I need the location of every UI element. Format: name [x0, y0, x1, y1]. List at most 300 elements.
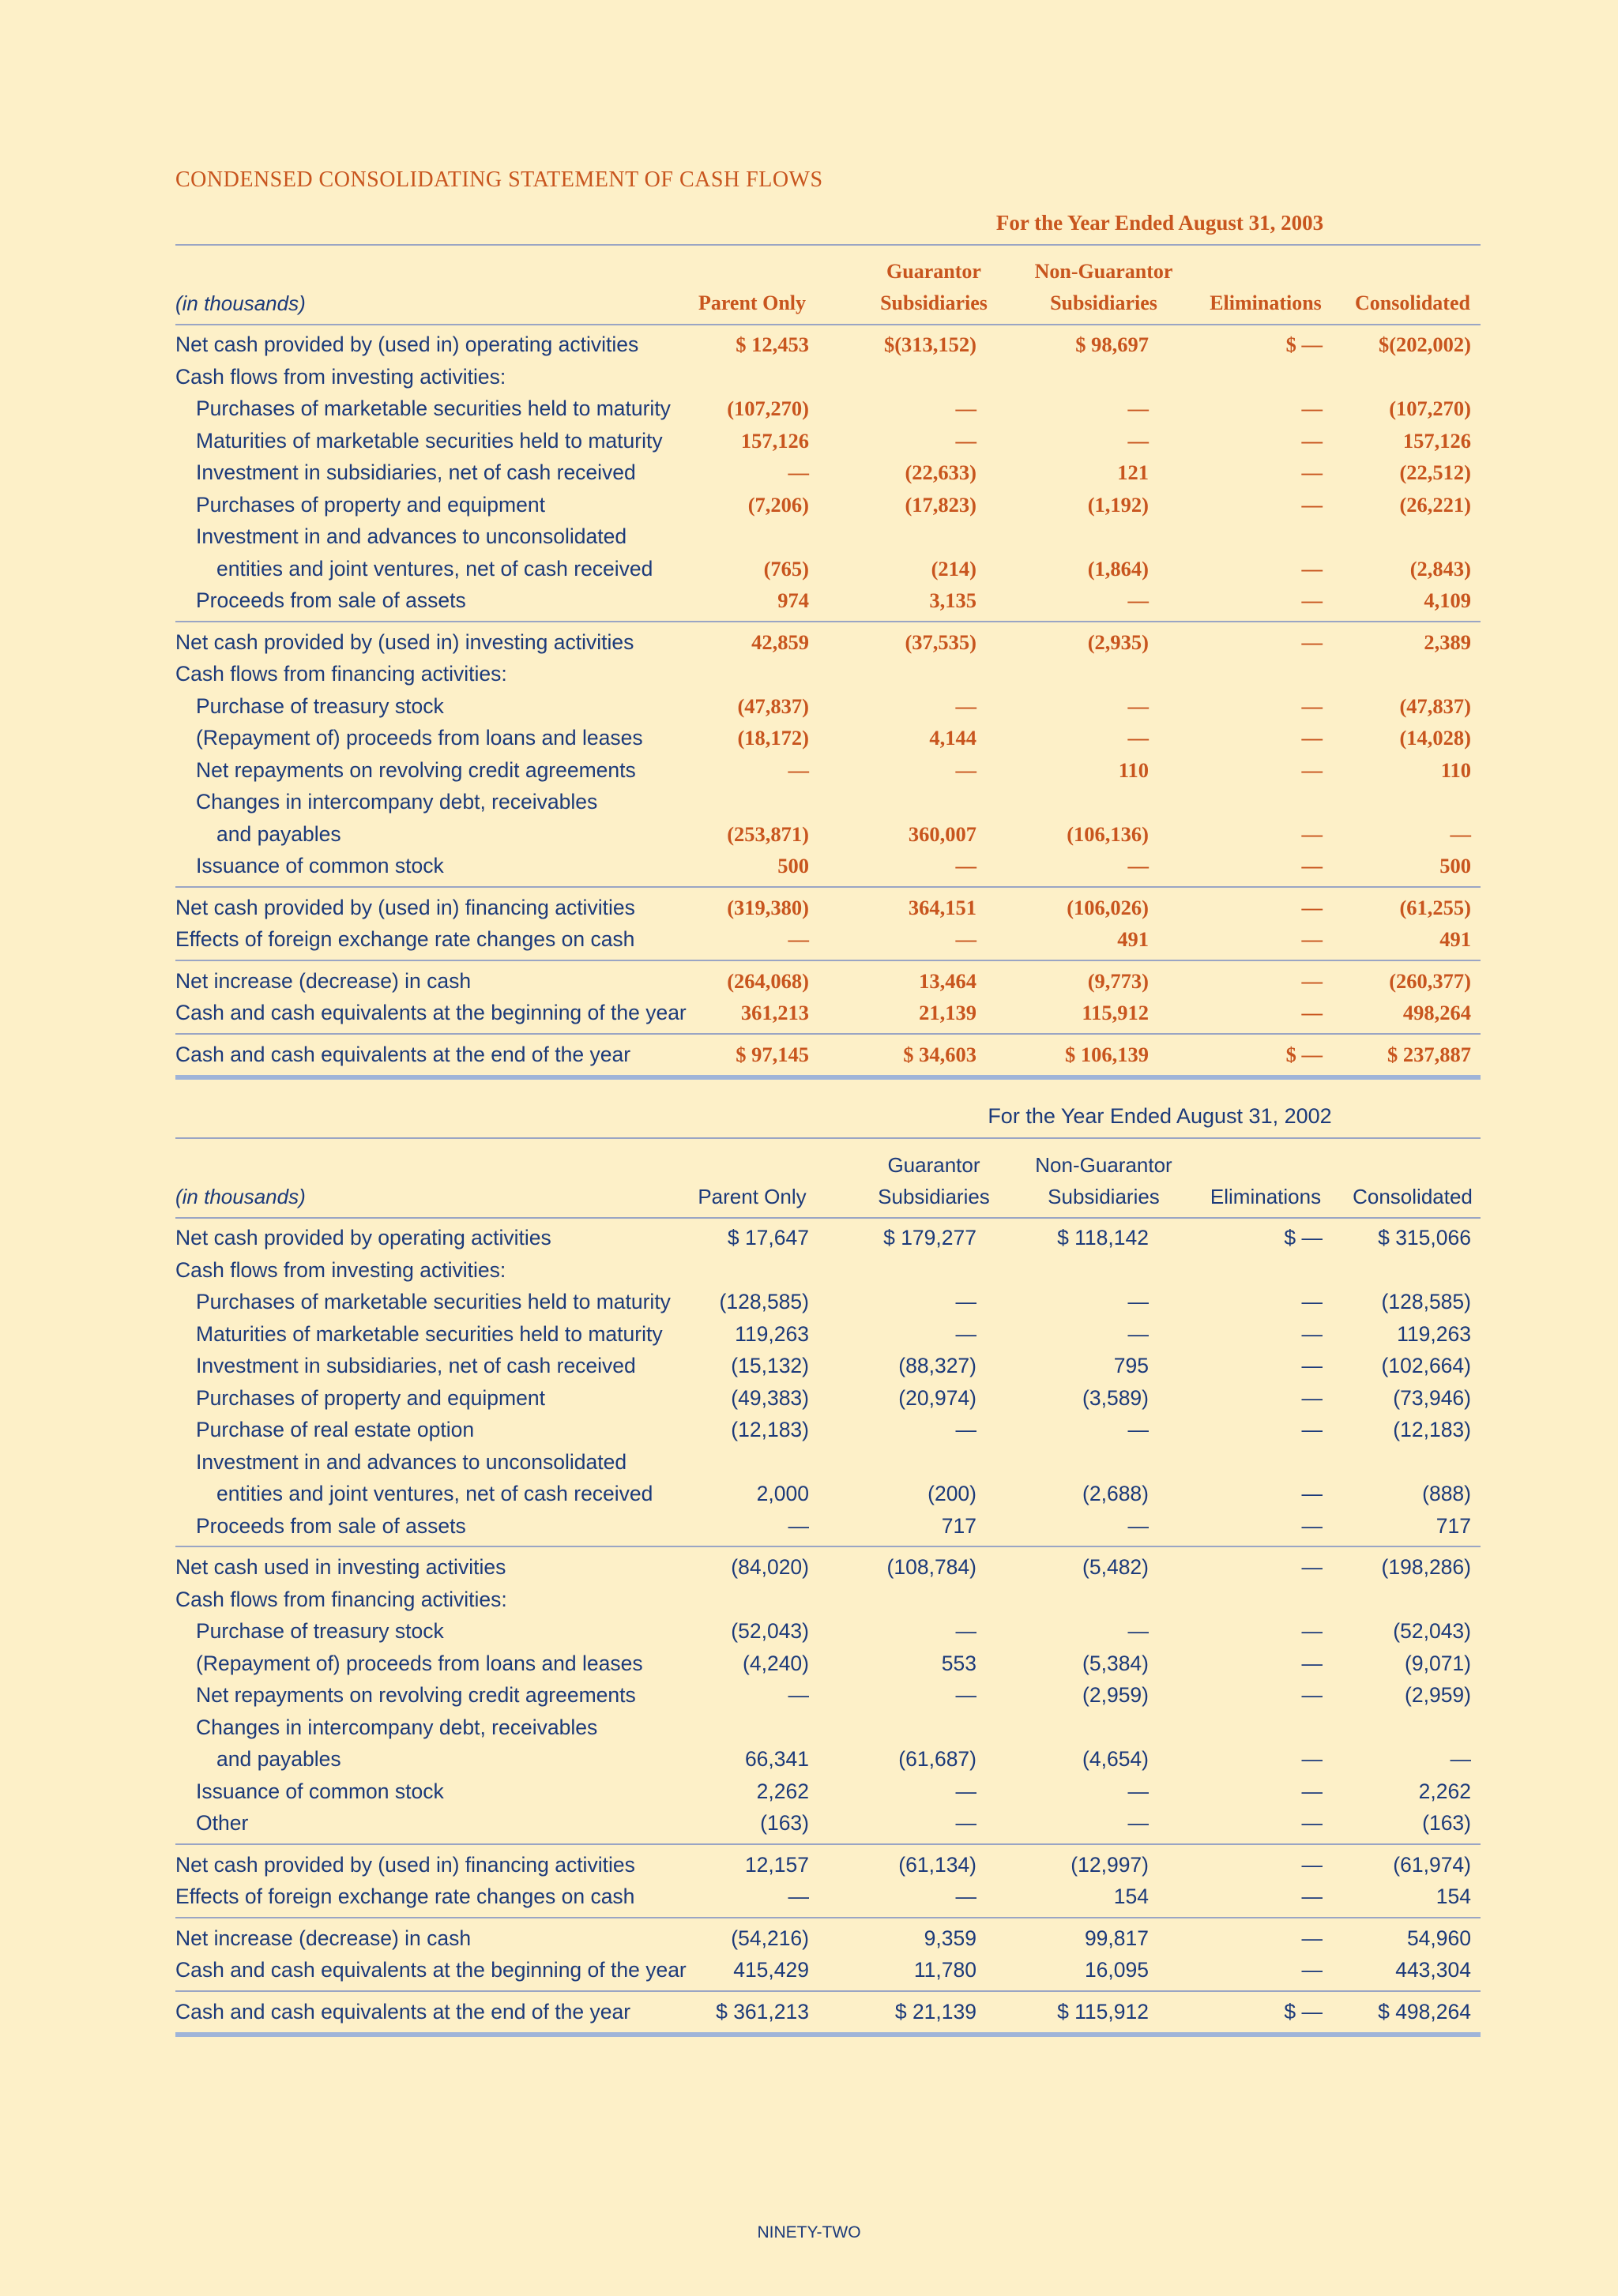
cell-parent-only: (128,585): [719, 1290, 809, 1313]
units-label: (in thousands): [175, 291, 306, 315]
cell-parent-only: 119,263: [735, 1321, 809, 1346]
cell-non-guarantor: (2,688): [1082, 1482, 1149, 1505]
cell-non-guarantor: (106,026): [1067, 895, 1149, 919]
header-consolidated: Consolidated: [1353, 1185, 1473, 1208]
cell-consolidated: (128,585): [1381, 1290, 1471, 1313]
section-rule: [175, 960, 1481, 961]
header-nonguarantor-2: Subsidiaries: [1050, 291, 1157, 314]
table-row: [175, 1318, 1481, 1351]
cell-non-guarantor: (4,654): [1082, 1747, 1149, 1771]
header-nonguarantor-1: Non-Guarantor: [1035, 1153, 1172, 1177]
row-label: Maturities of marketable securities held to maturity: [196, 428, 663, 453]
row-label: Purchase of real estate option: [196, 1418, 475, 1441]
table-row: [175, 626, 1481, 659]
cell-non-guarantor: —: [1127, 1290, 1149, 1313]
cell-non-guarantor: 16,095: [1084, 1958, 1149, 1982]
row-label: Purchase of treasury stock: [196, 693, 444, 718]
section-rule: [175, 886, 1481, 888]
page-footer: NINETY-TWO: [757, 2223, 861, 2242]
cell-non-guarantor: —: [1127, 396, 1149, 420]
table-row: [175, 892, 1481, 924]
cell-guarantor: —: [955, 757, 976, 782]
cell-eliminations: [1165, 658, 1323, 690]
table-row: [175, 1712, 1481, 1744]
header-nonguarantor-1: Non-Guarantor: [1034, 260, 1173, 283]
cell-consolidated: [1313, 786, 1471, 818]
cell-parent-only: [619, 786, 809, 818]
cell-non-guarantor: $ 118,142: [1057, 1226, 1149, 1249]
row-label: Investment in and advances to unconsolidated: [196, 1449, 627, 1474]
cell-parent-only: [619, 1254, 809, 1287]
header-guarantor-2: Subsidiaries: [880, 291, 988, 314]
table-row: [175, 850, 1481, 882]
row-label: Net cash provided by (used in) financing activities: [175, 1852, 635, 1877]
table-row: [175, 1286, 1481, 1318]
cell-guarantor: —: [955, 1683, 976, 1707]
cell-non-guarantor: [991, 786, 1149, 818]
table-row: [175, 553, 1481, 585]
cell-consolidated: (26,221): [1399, 492, 1471, 517]
cell-eliminations: —: [1301, 396, 1323, 420]
cell-guarantor: —: [955, 1290, 976, 1313]
row-label: Other: [196, 1811, 249, 1835]
row-label: Investment in subsidiaries, net of cash received: [196, 460, 636, 484]
cell-parent-only: —: [788, 1683, 809, 1707]
cell-guarantor: (88,327): [898, 1354, 976, 1377]
table-row: [175, 1743, 1481, 1776]
cell-eliminations: —: [1301, 1811, 1323, 1835]
cell-parent-only: [619, 520, 809, 553]
cell-guarantor: (61,134): [898, 1852, 976, 1877]
cell-eliminations: [1165, 786, 1323, 818]
header-rule: [175, 324, 1481, 325]
cell-non-guarantor: —: [1127, 693, 1149, 718]
row-label: Issuance of common stock: [196, 1779, 444, 1803]
section-rule: [175, 1546, 1481, 1547]
cell-consolidated: 154: [1436, 1885, 1471, 1908]
cell-eliminations: —: [1301, 1555, 1323, 1579]
cell-guarantor: (20,974): [898, 1385, 976, 1410]
row-label: Purchases of property and equipment: [196, 492, 545, 517]
row-label: Purchases of property and equipment: [196, 1385, 545, 1410]
cell-guarantor: —: [955, 1811, 976, 1835]
cell-guarantor: (37,535): [905, 629, 976, 654]
cell-non-guarantor: —: [1127, 1418, 1149, 1441]
cell-non-guarantor: (2,959): [1082, 1683, 1149, 1707]
row-label: Net cash provided by (used in) operating activities: [175, 333, 639, 356]
row-label: Net cash provided by operating activities: [175, 1226, 551, 1249]
table-row: [175, 1679, 1481, 1712]
cell-consolidated: (73,946): [1393, 1385, 1471, 1410]
cell-non-guarantor: —: [1127, 1321, 1149, 1346]
cell-parent-only: [619, 658, 809, 690]
cell-non-guarantor: —: [1127, 726, 1149, 750]
cell-parent-only: [619, 1712, 809, 1744]
cell-eliminations: —: [1301, 1385, 1323, 1410]
header-eliminations: Eliminations: [1210, 1185, 1322, 1208]
table-row: [175, 361, 1481, 393]
column-headers: [175, 251, 1481, 322]
row-label: Purchases of marketable securities held to maturity: [196, 396, 671, 420]
table-row: [175, 1510, 1481, 1543]
table-row: [175, 754, 1481, 787]
cell-non-guarantor: 154: [1113, 1885, 1149, 1908]
cell-non-guarantor: (2,935): [1087, 629, 1149, 654]
cell-eliminations: —: [1301, 1001, 1323, 1024]
cell-guarantor: —: [955, 1418, 976, 1441]
cell-parent-only: (264,068): [727, 968, 809, 993]
cell-consolidated: 2,389: [1424, 629, 1471, 654]
row-label: Proceeds from sale of assets: [196, 1513, 466, 1538]
cell-eliminations: —: [1301, 726, 1323, 750]
cell-guarantor: (108,784): [886, 1555, 976, 1579]
total-double-rule: [175, 1075, 1481, 1080]
section-rule: [175, 1990, 1481, 1992]
table-row: [175, 997, 1481, 1029]
table-row: [175, 1881, 1481, 1913]
row-label: Net repayments on revolving credit agreements: [196, 1683, 636, 1707]
table-row: [175, 1615, 1481, 1648]
row-label: Net increase (decrease) in cash: [175, 968, 472, 993]
cell-consolidated: 157,126: [1402, 428, 1471, 453]
cell-consolidated: (888): [1422, 1482, 1471, 1505]
cell-guarantor: —: [955, 927, 976, 951]
cell-eliminations: —: [1301, 629, 1323, 654]
cell-non-guarantor: [991, 1254, 1149, 1287]
header-eliminations: Eliminations: [1210, 291, 1322, 314]
section-rule: [175, 1843, 1481, 1845]
cell-parent-only: (15,132): [731, 1354, 809, 1377]
table-body: [175, 329, 1481, 1080]
row-label: Cash and cash equivalents at the end of the year: [175, 1042, 631, 1066]
cell-parent-only: —: [788, 757, 809, 782]
period-heading: For the Year Ended August 31, 2003: [995, 211, 1324, 235]
cell-consolidated: $(202,002): [1378, 333, 1471, 356]
cell-consolidated: (61,974): [1393, 1852, 1471, 1877]
table-row: [175, 1478, 1481, 1510]
cell-guarantor: —: [955, 1779, 976, 1803]
cell-guarantor: 11,780: [913, 1958, 976, 1982]
cell-eliminations: —: [1301, 1885, 1323, 1908]
cell-eliminations: —: [1301, 588, 1323, 612]
header-rule: [175, 1217, 1481, 1219]
table-row: [175, 1039, 1481, 1071]
header-nonguarantor-2: Subsidiaries: [1048, 1185, 1160, 1208]
cell-consolidated: —: [1450, 821, 1471, 846]
row-label: entities and joint ventures, net of cash received: [216, 1482, 653, 1505]
cell-non-guarantor: 121: [1117, 460, 1149, 484]
cell-guarantor: $ 179,277: [883, 1226, 976, 1249]
cell-eliminations: —: [1301, 1290, 1323, 1313]
cell-parent-only: 2,262: [756, 1779, 809, 1803]
cell-consolidated: (9,071): [1405, 1651, 1471, 1675]
row-label: Purchases of marketable securities held to maturity: [196, 1290, 671, 1313]
cell-guarantor: 13,464: [919, 968, 976, 993]
cell-consolidated: (102,664): [1381, 1354, 1471, 1377]
cell-guarantor: [818, 1584, 976, 1616]
table-row: [175, 965, 1481, 998]
table-row: [175, 1849, 1481, 1881]
cell-consolidated: (14,028): [1399, 726, 1471, 750]
row-label: Cash and cash equivalents at the beginning of the year: [175, 1001, 687, 1024]
cell-eliminations: —: [1301, 693, 1323, 718]
cell-guarantor: (22,633): [905, 460, 976, 484]
units-label: (in thousands): [175, 1185, 306, 1208]
cell-eliminations: —: [1301, 1779, 1323, 1803]
row-label: Effects of foreign exchange rate changes on cash: [175, 927, 635, 951]
table-row: [175, 923, 1481, 956]
cell-parent-only: (47,837): [737, 693, 809, 718]
cell-guarantor: 4,144: [929, 726, 976, 750]
cell-eliminations: —: [1301, 1321, 1323, 1346]
cell-guarantor: —: [955, 1619, 976, 1643]
table-row: [175, 1648, 1481, 1680]
cell-consolidated: [1313, 1254, 1471, 1287]
cell-parent-only: (107,270): [727, 396, 809, 420]
cell-parent-only: (12,183): [731, 1418, 809, 1441]
cell-non-guarantor: (3,589): [1082, 1385, 1149, 1410]
cell-non-guarantor: [991, 1712, 1149, 1744]
header-consolidated: Consolidated: [1355, 291, 1470, 314]
cell-guarantor: (214): [931, 556, 976, 581]
cell-eliminations: —: [1301, 1482, 1323, 1505]
row-label: Investment in and advances to unconsolidated: [196, 524, 627, 548]
table-row: [175, 1776, 1481, 1808]
row-label: Net cash used in investing activities: [175, 1555, 506, 1579]
cell-non-guarantor: (5,384): [1082, 1651, 1149, 1675]
cell-non-guarantor: —: [1127, 1779, 1149, 1803]
cell-consolidated: 491: [1439, 927, 1471, 951]
cell-guarantor: (17,823): [905, 492, 976, 517]
cell-eliminations: [1165, 1254, 1323, 1287]
cell-parent-only: —: [788, 1885, 809, 1908]
cell-non-guarantor: —: [1127, 1619, 1149, 1643]
cell-non-guarantor: [991, 520, 1149, 553]
cell-guarantor: $ 21,139: [894, 1999, 976, 2024]
table-row: [175, 1446, 1481, 1479]
cell-parent-only: $ 361,213: [716, 1999, 809, 2024]
cell-non-guarantor: —: [1127, 1811, 1149, 1835]
cell-parent-only: [619, 361, 809, 393]
cell-non-guarantor: $ 98,697: [1075, 333, 1149, 356]
cell-eliminations: —: [1301, 492, 1323, 517]
cell-non-guarantor: 110: [1118, 757, 1149, 782]
cell-eliminations: $ —: [1284, 1226, 1323, 1249]
row-label: Proceeds from sale of assets: [196, 588, 466, 612]
row-label: Changes in intercompany debt, receivables: [196, 790, 598, 814]
cell-parent-only: 12,157: [744, 1852, 809, 1877]
row-label: Net repayments on revolving credit agreements: [196, 757, 636, 782]
cell-guarantor: 9,359: [924, 1926, 976, 1950]
cell-non-guarantor: (106,136): [1067, 821, 1149, 846]
cell-eliminations: —: [1301, 1747, 1323, 1771]
row-label: and payables: [216, 821, 341, 846]
row-label: Effects of foreign exchange rate changes on cash: [175, 1885, 635, 1908]
cell-eliminations: —: [1301, 1651, 1323, 1675]
row-label: and payables: [216, 1747, 341, 1771]
table-row: [175, 1350, 1481, 1382]
cell-parent-only: (765): [763, 556, 809, 581]
cell-consolidated: 54,960: [1406, 1926, 1471, 1950]
cell-eliminations: [1165, 1446, 1323, 1479]
cell-non-guarantor: (12,997): [1071, 1852, 1149, 1877]
row-label: Changes in intercompany debt, receivables: [196, 1715, 598, 1739]
cell-consolidated: $ 237,887: [1387, 1042, 1471, 1066]
cell-parent-only: —: [788, 1513, 809, 1538]
cell-eliminations: —: [1301, 854, 1323, 877]
cell-consolidated: [1313, 520, 1471, 553]
cell-consolidated: (52,043): [1393, 1619, 1471, 1643]
cell-non-guarantor: 115,912: [1082, 1001, 1149, 1024]
cell-consolidated: (22,512): [1399, 460, 1471, 484]
cell-parent-only: (253,871): [727, 821, 809, 846]
cell-eliminations: —: [1301, 460, 1323, 484]
column-headers: [175, 1144, 1481, 1216]
cell-non-guarantor: 491: [1117, 927, 1149, 951]
row-label: Cash flows from financing activities:: [175, 1587, 507, 1611]
cell-eliminations: [1165, 1712, 1323, 1744]
cell-guarantor: [818, 786, 976, 818]
cell-consolidated: [1313, 361, 1471, 393]
table-row: [175, 1922, 1481, 1955]
cell-parent-only: 974: [777, 588, 809, 612]
table-row: [175, 1584, 1481, 1616]
cell-consolidated: 2,262: [1418, 1779, 1471, 1803]
cell-guarantor: 717: [941, 1513, 976, 1538]
cell-eliminations: —: [1301, 1926, 1323, 1950]
cell-guarantor: $(313,152): [883, 333, 976, 356]
cell-non-guarantor: 99,817: [1084, 1926, 1149, 1950]
cell-consolidated: [1313, 1446, 1471, 1479]
row-label: Maturities of marketable securities held to maturity: [196, 1321, 663, 1346]
cell-eliminations: —: [1301, 821, 1323, 846]
total-double-rule: [175, 2032, 1481, 2037]
cell-guarantor: [818, 1446, 976, 1479]
cell-parent-only: 42,859: [751, 629, 809, 654]
cell-guarantor: 364,151: [908, 895, 976, 919]
cell-consolidated: (107,270): [1389, 396, 1471, 420]
row-label: (Repayment of) proceeds from loans and leases: [196, 1651, 643, 1675]
section-rule: [175, 1917, 1481, 1918]
cell-parent-only: 361,213: [740, 1001, 809, 1024]
cell-eliminations: $ —: [1284, 1999, 1323, 2024]
cell-guarantor: —: [955, 854, 976, 877]
cell-non-guarantor: —: [1127, 588, 1149, 612]
row-label: entities and joint ventures, net of cash received: [216, 556, 653, 581]
period-rule: [175, 1137, 1481, 1139]
table-row: [175, 1954, 1481, 1986]
cell-consolidated: 119,263: [1397, 1321, 1471, 1346]
cell-parent-only: [619, 1446, 809, 1479]
table-row: [175, 425, 1481, 457]
cell-consolidated: (198,286): [1381, 1555, 1471, 1579]
table-row: [175, 1414, 1481, 1446]
cell-guarantor: —: [955, 396, 976, 420]
cell-non-guarantor: (5,482): [1082, 1555, 1149, 1579]
row-label: Cash flows from investing activities:: [175, 1257, 506, 1282]
page-title: CONDENSED CONSOLIDATING STATEMENT OF CASH FLOWS: [175, 167, 823, 192]
cell-parent-only: (52,043): [731, 1619, 809, 1643]
row-label: Purchase of treasury stock: [196, 1619, 444, 1643]
header-guarantor-1: Guarantor: [886, 260, 981, 283]
cell-eliminations: [1165, 361, 1323, 393]
cell-consolidated: 500: [1439, 854, 1471, 877]
cell-non-guarantor: —: [1127, 854, 1149, 877]
cell-parent-only: (163): [760, 1811, 809, 1835]
row-label: Net increase (decrease) in cash: [175, 1926, 472, 1950]
cell-guarantor: 21,139: [919, 1001, 976, 1024]
cell-parent-only: $ 12,453: [736, 333, 809, 356]
table-row: [175, 329, 1481, 361]
cell-parent-only: 157,126: [740, 428, 809, 453]
cell-parent-only: (49,383): [731, 1385, 809, 1410]
cell-consolidated: (12,183): [1393, 1418, 1471, 1441]
cell-parent-only: —: [788, 460, 809, 484]
cell-eliminations: $ —: [1285, 1042, 1323, 1066]
table-row: [175, 818, 1481, 851]
cell-eliminations: —: [1301, 1354, 1323, 1377]
cell-guarantor: [818, 361, 976, 393]
cell-parent-only: $ 97,145: [736, 1042, 809, 1066]
cell-parent-only: $ 17,647: [727, 1226, 809, 1249]
cell-parent-only: —: [788, 927, 809, 951]
cell-eliminations: —: [1301, 1683, 1323, 1707]
table-row: [175, 722, 1481, 754]
table-row: [175, 489, 1481, 521]
table-row: [175, 1254, 1481, 1287]
cell-consolidated: [1313, 1712, 1471, 1744]
cell-parent-only: 500: [777, 854, 809, 877]
cell-eliminations: —: [1301, 1958, 1323, 1982]
row-label: Cash flows from investing activities:: [175, 364, 506, 389]
section-rule: [175, 621, 1481, 622]
cell-consolidated: 110: [1440, 757, 1471, 782]
row-label: Cash and cash equivalents at the beginning of the year: [175, 1958, 687, 1982]
cell-non-guarantor: [991, 1446, 1149, 1479]
table-row: [175, 393, 1481, 425]
cell-guarantor: —: [955, 1321, 976, 1346]
table-body: [175, 1222, 1481, 2037]
row-label: Cash flows from financing activities:: [175, 662, 507, 686]
cell-consolidated: [1313, 658, 1471, 690]
table-row: [175, 584, 1481, 617]
cell-non-guarantor: (1,192): [1087, 492, 1149, 517]
cell-parent-only: (7,206): [747, 492, 809, 517]
cell-parent-only: (18,172): [737, 726, 809, 750]
cell-parent-only: (4,240): [743, 1651, 809, 1675]
table-row: [175, 457, 1481, 489]
cell-consolidated: [1313, 1584, 1471, 1616]
cell-non-guarantor: —: [1127, 428, 1149, 453]
cell-non-guarantor: [991, 1584, 1149, 1616]
cell-parent-only: (319,380): [727, 895, 809, 919]
table-row: [175, 1382, 1481, 1415]
cell-guarantor: [818, 658, 976, 690]
cell-guarantor: 360,007: [908, 821, 976, 846]
cell-consolidated: (2,959): [1405, 1683, 1471, 1707]
table-row: [175, 1807, 1481, 1839]
cell-consolidated: (260,377): [1389, 968, 1471, 993]
header-guarantor-2: Subsidiaries: [878, 1185, 990, 1208]
cell-non-guarantor: $ 106,139: [1065, 1042, 1149, 1066]
cell-eliminations: —: [1301, 1513, 1323, 1538]
cell-eliminations: —: [1301, 927, 1323, 951]
cell-eliminations: [1165, 1584, 1323, 1616]
cell-guarantor: [818, 520, 976, 553]
cell-parent-only: 66,341: [744, 1747, 809, 1771]
row-label: Cash and cash equivalents at the end of the year: [175, 1999, 631, 2024]
cell-consolidated: 717: [1436, 1513, 1471, 1538]
